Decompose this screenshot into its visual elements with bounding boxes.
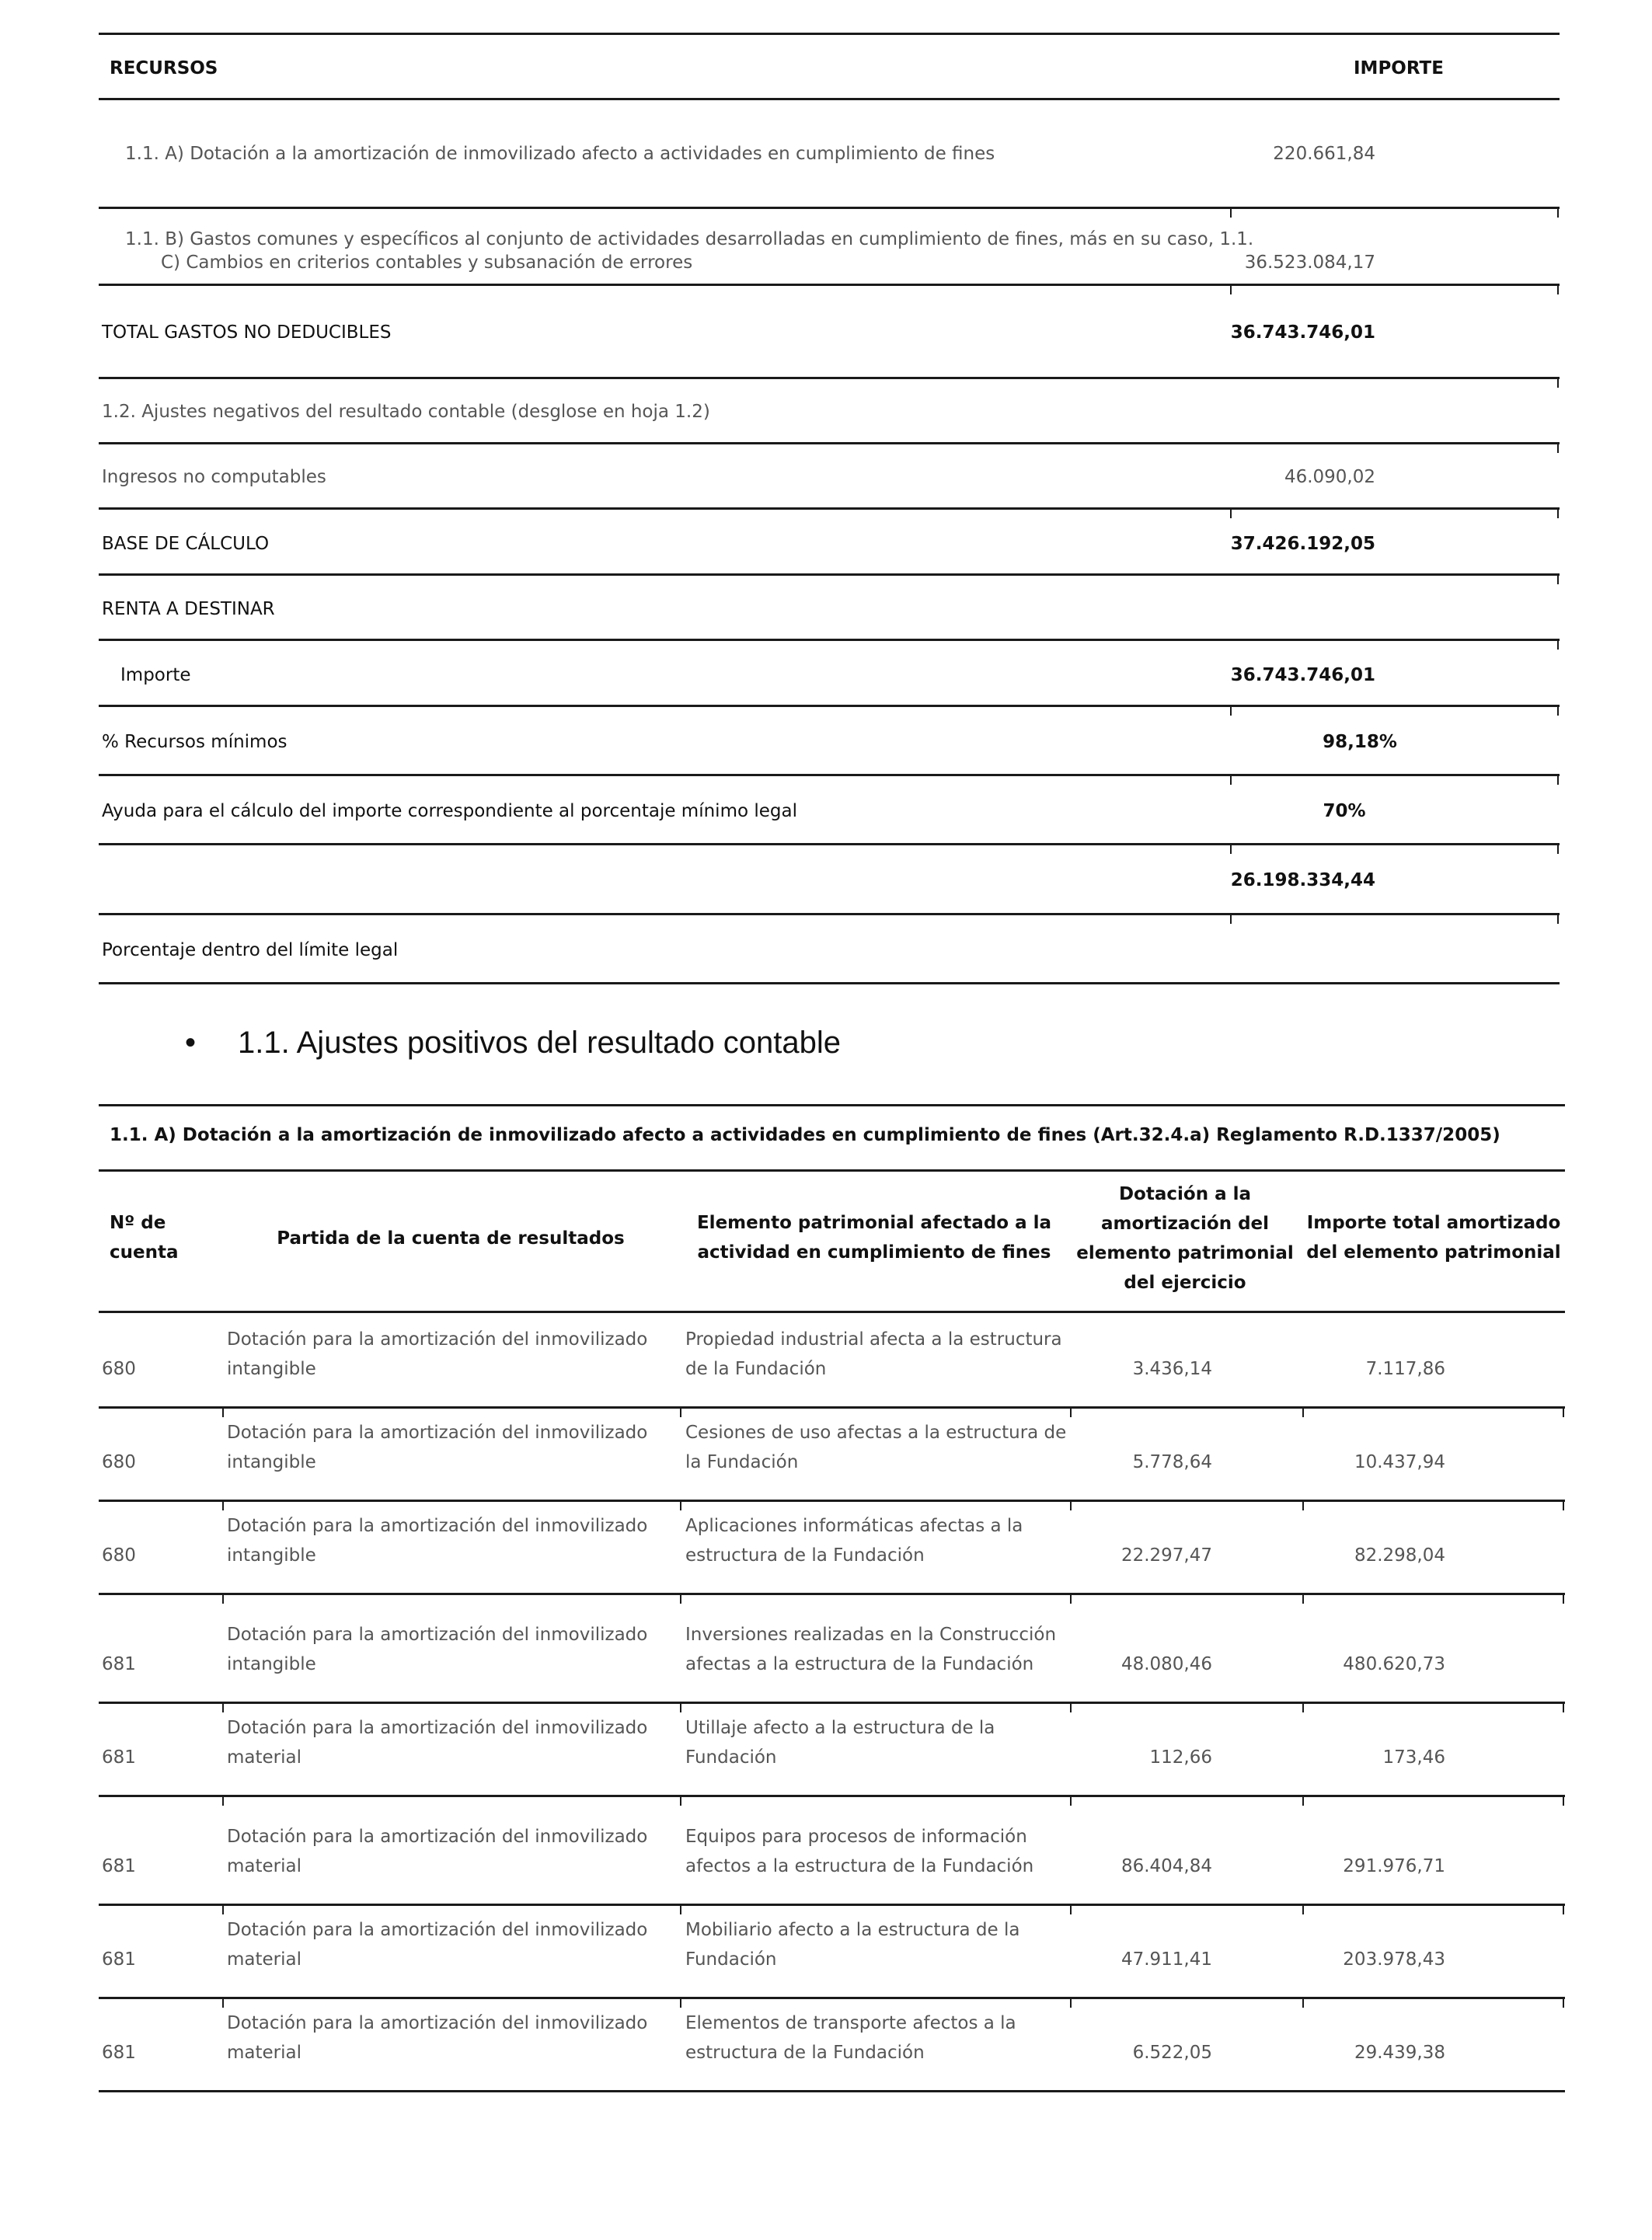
row-divider [99, 1593, 1565, 1595]
elemento-line1: Utillaje afecto a la estructura de la [685, 1718, 995, 1738]
importe-cell: 7.117,86 [1365, 1359, 1445, 1379]
importe-cell: 291.976,71 [1343, 1856, 1445, 1876]
detail-title: 1.1. A) Dotación a la amortización de inmovilizado afecto a actividades en cumplimiento de fines (Art.32.4.a) Reglamento R.D.1337/2005) [110, 1125, 1500, 1145]
column-tick [680, 1997, 681, 2008]
total-gastos-value: 36.743.746,01 [1230, 322, 1375, 343]
cuenta-cell: 681 [102, 1856, 136, 1876]
column-tick [1563, 1702, 1564, 1712]
importe-cell: 10.437,94 [1354, 1452, 1445, 1472]
elemento-line2: afectos a la estructura de la Fundación [685, 1856, 1034, 1876]
partida-line1: Dotación para la amortización del inmovilizado [227, 1423, 648, 1443]
column-tick [1070, 1406, 1072, 1417]
partida-line1: Dotación para la amortización del inmovilizado [227, 1329, 648, 1350]
cuenta-cell: 680 [102, 1452, 136, 1472]
partida-line2: material [227, 1856, 301, 1876]
row-value: 220.661,84 [1273, 144, 1375, 164]
cuenta-cell: 680 [102, 1359, 136, 1379]
header-partida: Partida de la cuenta de resultados [277, 1228, 625, 1249]
column-tick [1070, 1593, 1072, 1604]
importe-cell: 173,46 [1382, 1747, 1445, 1768]
elemento-line1: Equipos para procesos de información [685, 1827, 1027, 1847]
cuenta-cell: 681 [102, 1654, 136, 1674]
minimo-legal-value: 26.198.334,44 [1230, 870, 1375, 890]
dotacion-cell: 6.522,05 [1132, 2043, 1212, 2063]
elemento-line2: estructura de la Fundación [685, 1545, 925, 1566]
dotacion-cell: 22.297,47 [1121, 1545, 1212, 1566]
row-divider [99, 1795, 1565, 1797]
header-dotacion: Dotación a la amortización del elemento patrimonial del ejercicio [1076, 1184, 1294, 1293]
header-importe-total: Importe total amortizado del elemento patrimonial [1306, 1213, 1561, 1263]
importe-cell: 203.978,43 [1343, 1949, 1445, 1970]
column-tick [1070, 1500, 1072, 1510]
column-tick [222, 1904, 224, 1914]
ayuda-calculo-label: Ayuda para el cálculo del importe correspondiente al porcentaje mínimo legal [102, 801, 797, 821]
column-tick [680, 1904, 681, 1914]
ayuda-calculo-value: 70% [1323, 801, 1366, 821]
dotacion-cell: 48.080,46 [1121, 1654, 1212, 1674]
row-divider [99, 1904, 1565, 1906]
dotacion-cell: 112,66 [1149, 1747, 1212, 1768]
partida-line2: material [227, 1747, 301, 1768]
column-tick [1563, 1997, 1564, 2008]
dotacion-cell: 5.778,64 [1132, 1452, 1212, 1472]
column-tick [1302, 1702, 1304, 1712]
column-tick [1563, 1795, 1564, 1806]
partida-line1: Dotación para la amortización del inmovilizado [227, 1718, 648, 1738]
column-tick [1302, 1904, 1304, 1914]
importe-value: 36.743.746,01 [1230, 665, 1375, 685]
row-value: 36.523.084,17 [1244, 253, 1375, 273]
cuenta-cell: 681 [102, 2043, 136, 2063]
renta-destinar-label: RENTA A DESTINAR [102, 599, 275, 619]
dotacion-cell: 86.404,84 [1121, 1856, 1212, 1876]
column-tick [1070, 1795, 1072, 1806]
section-bullet: • [185, 1026, 197, 1060]
row-divider [99, 1406, 1565, 1409]
row-label: 1.1. A) Dotación a la amortización de inmovilizado afecto a actividades en cumplimiento de fines [125, 144, 995, 164]
partida-line1: Dotación para la amortización del inmovilizado [227, 2013, 648, 2033]
column-tick [1563, 1904, 1564, 1914]
row-divider [99, 1500, 1565, 1502]
header-elemento: Elemento patrimonial afectado a la actividad en cumplimiento de fines [696, 1213, 1052, 1263]
row-divider [99, 2090, 1565, 2092]
column-tick [680, 1795, 681, 1806]
dotacion-cell: 3.436,14 [1132, 1359, 1212, 1379]
elemento-line2: de la Fundación [685, 1359, 827, 1379]
partida-line2: material [227, 2043, 301, 2063]
importe-cell: 29.439,38 [1354, 2043, 1445, 2063]
row-divider [99, 1702, 1565, 1704]
row-value: 46.090,02 [1284, 467, 1375, 487]
recursos-minimos-label: % Recursos mínimos [102, 732, 288, 752]
partida-line2: intangible [227, 1359, 316, 1379]
row-label-line1: 1.1. B) Gastos comunes y específicos al conjunto de actividades desarrolladas en cumplimiento de fines, más en su caso, 1.1. [125, 229, 1254, 249]
partida-line2: intangible [227, 1654, 316, 1674]
partida-line1: Dotación para la amortización del inmovilizado [227, 1625, 648, 1645]
elemento-line1: Propiedad industrial afecta a la estructura [685, 1329, 1062, 1350]
row-label: 1.2. Ajustes negativos del resultado contable (desglose en hoja 1.2) [102, 402, 710, 422]
column-tick [680, 1593, 681, 1604]
section-title: 1.1. Ajustes positivos del resultado contable [238, 1026, 842, 1060]
base-calculo-label: BASE DE CÁLCULO [102, 534, 270, 554]
column-tick [1302, 1795, 1304, 1806]
cuenta-cell: 681 [102, 1949, 136, 1970]
header-importe: IMPORTE [1354, 58, 1444, 78]
partida-line1: Dotación para la amortización del inmovilizado [227, 1920, 648, 1940]
column-tick [680, 1406, 681, 1417]
elemento-line2: estructura de la Fundación [685, 2043, 925, 2063]
column-tick [222, 1795, 224, 1806]
column-tick [222, 1997, 224, 2008]
cuenta-cell: 681 [102, 1747, 136, 1768]
importe-cell: 480.620,73 [1343, 1654, 1445, 1674]
recursos-minimos-value: 98,18% [1323, 732, 1397, 752]
column-tick [1563, 1593, 1564, 1604]
partida-line2: intangible [227, 1452, 316, 1472]
column-tick [1563, 1500, 1564, 1510]
column-tick [1302, 1593, 1304, 1604]
porcentaje-limite-label: Porcentaje dentro del límite legal [102, 940, 399, 960]
importe-label: Importe [120, 665, 191, 685]
column-tick [1302, 1406, 1304, 1417]
partida-line1: Dotación para la amortización del inmovilizado [227, 1516, 648, 1536]
elemento-line1: Aplicaciones informáticas afectas a la [685, 1516, 1023, 1536]
row-label-line2: C) Cambios en criterios contables y subsanación de errores [161, 253, 693, 273]
elemento-line1: Inversiones realizadas en la Construcción [685, 1625, 1057, 1645]
partida-line2: material [227, 1949, 301, 1970]
header-recursos: RECURSOS [110, 58, 218, 78]
column-tick [222, 1406, 224, 1417]
total-gastos-label: TOTAL GASTOS NO DEDUCIBLES [102, 322, 392, 343]
cuenta-cell: 680 [102, 1545, 136, 1566]
base-calculo-value: 37.426.192,05 [1230, 534, 1375, 554]
column-tick [680, 1500, 681, 1510]
partida-line2: intangible [227, 1545, 316, 1566]
column-tick [222, 1593, 224, 1604]
partida-line1: Dotación para la amortización del inmovilizado [227, 1827, 648, 1847]
elemento-line2: la Fundación [685, 1452, 799, 1472]
column-tick [680, 1702, 681, 1712]
header-cuenta: Nº de cuenta [110, 1213, 179, 1263]
elemento-line2: afectas a la estructura de la Fundación [685, 1654, 1034, 1674]
dotacion-cell: 47.911,41 [1121, 1949, 1212, 1970]
column-tick [1302, 1500, 1304, 1510]
elemento-line2: Fundación [685, 1747, 777, 1768]
column-tick [1563, 1406, 1564, 1417]
column-tick [1070, 1904, 1072, 1914]
column-tick [1302, 1997, 1304, 2008]
elemento-line1: Cesiones de uso afectas a la estructura de [685, 1423, 1067, 1443]
importe-cell: 82.298,04 [1354, 1545, 1445, 1566]
row-label: Ingresos no computables [102, 467, 326, 487]
column-tick [1070, 1997, 1072, 2008]
elemento-line1: Mobiliario afecto a la estructura de la [685, 1920, 1020, 1940]
row-divider [99, 1997, 1565, 1999]
column-tick [222, 1702, 224, 1712]
elemento-line1: Elementos de transporte afectos a la [685, 2013, 1016, 2033]
elemento-line2: Fundación [685, 1949, 777, 1970]
column-tick [222, 1500, 224, 1510]
column-tick [1070, 1702, 1072, 1712]
